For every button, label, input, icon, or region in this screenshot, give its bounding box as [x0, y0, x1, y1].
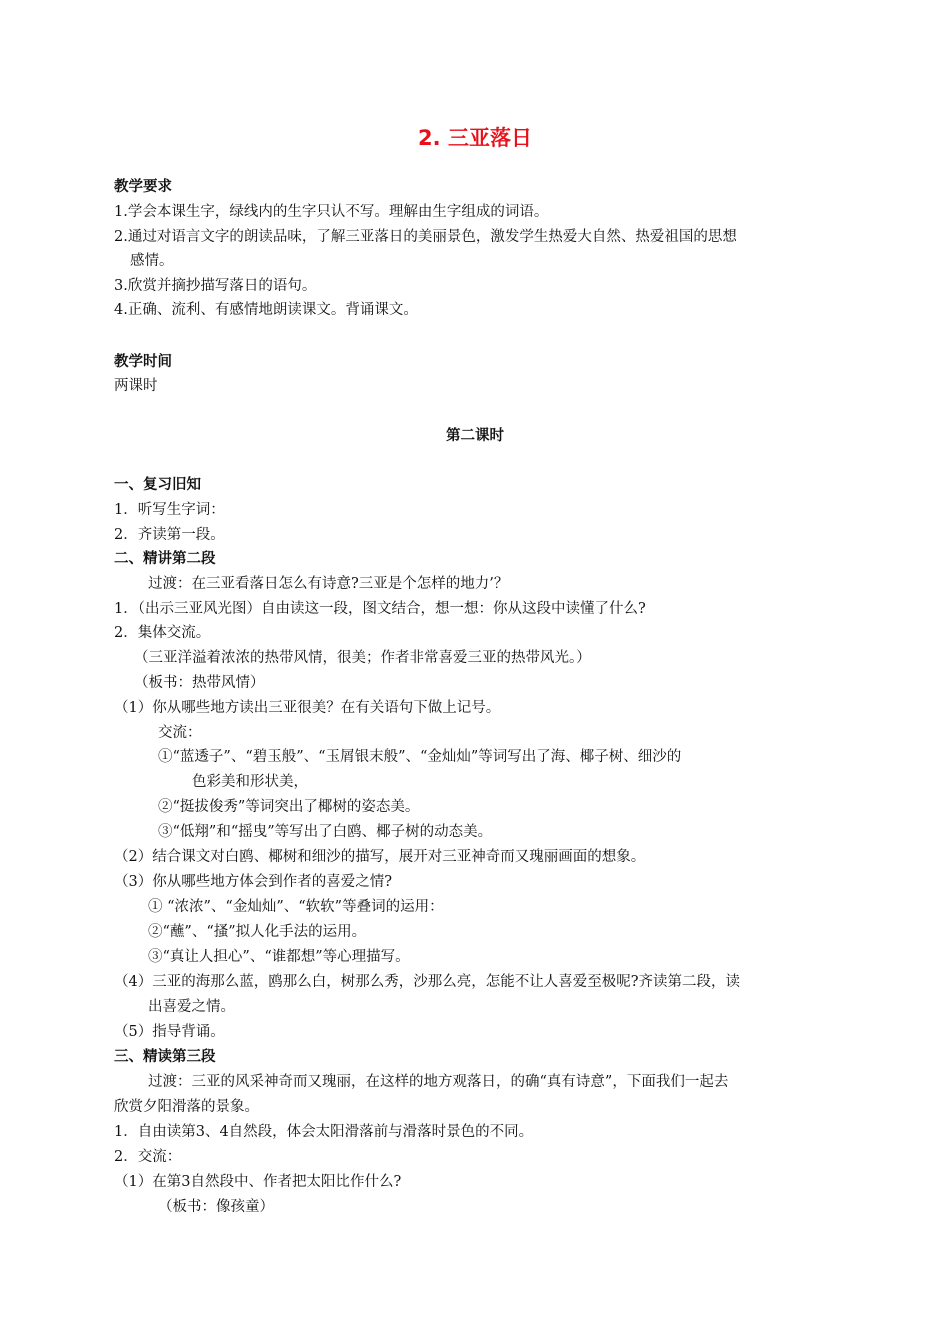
requirement-item: 2.通过对语言文字的朗读品味，了解三亚落日的美丽景色，激发学生热爱大自然、热爱祖国的思想 [114, 229, 737, 245]
question-1-point-continued: 色彩美和形状美， [192, 774, 308, 790]
question-1-point: ②“挺拔俊秀”等词突出了椰树的姿态美。 [158, 799, 420, 815]
question-4-continued: 出喜爱之情。 [148, 999, 235, 1015]
section2-note: （三亚洋溢着浓浓的热带风情，很美；作者非常喜爱三亚的热带风光。） [134, 650, 591, 666]
lesson-section-title: 第二课时 [446, 428, 504, 444]
section3-question-1: （1）在第3自然段中、作者把太阳比作什么? [114, 1174, 402, 1190]
section2-board: （板书：热带风情） [134, 675, 265, 691]
section3-transition: 过渡：三亚的风采神奇而又瑰丽，在这样的地方观落日，的确“真有诗意”，下面我们一起去 [148, 1074, 729, 1090]
section1-item: 2．齐读第一段。 [114, 527, 225, 543]
requirement-item: 4.正确、流利、有感情地朗读课文。背诵课文。 [114, 302, 418, 318]
question-3-point: ②“蘸”、“搔”拟人化手法的运用。 [148, 924, 367, 940]
question-2: （2）结合课文对白鸥、椰树和细沙的描写，展开对三亚神奇而又瑰丽画面的想象。 [114, 849, 646, 865]
question-4: （4）三亚的海那么蓝，鸥那么白，树那么秀，沙那么亮，怎能不让人喜爱至极呢?齐读第二段，读 [114, 974, 740, 990]
section1-item: 1．听写生字词： [114, 502, 225, 518]
section2-item: 2．集体交流。 [114, 625, 211, 641]
lesson-title: 2. 三亚落日 [418, 126, 532, 150]
question-3-point: ① “浓浓”、“金灿灿”、“软软”等叠词的运用： [148, 899, 444, 915]
section2-item: 1．（出示三亚风光图）自由读这一段，图文结合，想一想：你从这段中读懂了什么? [114, 601, 646, 617]
time-value: 两课时 [114, 378, 158, 394]
section2-heading: 二、精讲第二段 [114, 551, 216, 567]
requirements-heading: 教学要求 [114, 179, 172, 195]
section1-heading: 一、复习旧知 [114, 477, 201, 493]
section3-heading: 三、精读第三段 [114, 1049, 216, 1065]
section3-transition-continued: 欣赏夕阳滑落的景象。 [114, 1099, 259, 1115]
question-1: （1）你从哪些地方读出三亚很美？在有关语句下做上记号。 [114, 700, 501, 716]
section2-transition: 过渡：在三亚看落日怎么有诗意?三亚是个怎样的地力’？ [148, 576, 509, 592]
requirement-item-continued: 感情。 [130, 253, 174, 269]
section3-item: 1．自由读第3、4自然段，体会太阳滑落前与滑落时景色的不同。 [114, 1124, 534, 1140]
requirement-item: 1.学会本课生字，绿线内的生字只认不写。理解由生字组成的词语。 [114, 204, 549, 220]
question-1-point: ①“蓝透子”、“碧玉般”、“玉屑银末般”、“金灿灿”等词写出了海、椰子树、细沙的 [158, 749, 682, 765]
requirement-item: 3.欣赏并摘抄描写落日的语句。 [114, 278, 317, 294]
exchange-label: 交流： [158, 725, 202, 741]
question-3: （3）你从哪些地方体会到作者的喜爱之情? [114, 874, 392, 890]
section3-item: 2．交流： [114, 1149, 182, 1165]
question-1-point: ③“低翔”和“摇曳”等写出了白鸥、椰子树的动态美。 [158, 824, 493, 840]
time-heading: 教学时间 [114, 354, 172, 370]
question-3-point: ③“真让人担心”、“谁都想”等心理描写。 [148, 949, 410, 965]
section3-board: （板书：像孩童） [158, 1199, 274, 1215]
question-5: （5）指导背诵。 [114, 1024, 225, 1040]
